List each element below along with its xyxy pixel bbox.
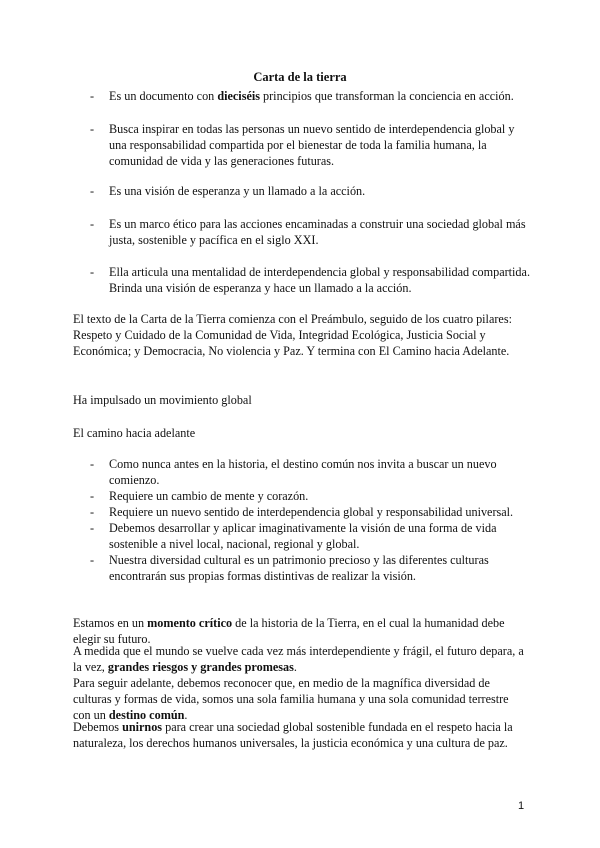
list-dash: - xyxy=(90,489,95,503)
list-item-text: Es una visión de esperanza y un llamado a la acción. xyxy=(109,184,366,198)
list-dash: - xyxy=(90,505,95,519)
bold-phrase: grandes riesgos y grandes promesas xyxy=(107,660,294,674)
path-list-item xyxy=(90,504,530,520)
bold-phrase: momento crítico xyxy=(147,616,233,630)
bold-phrase: dieciséis xyxy=(217,89,260,103)
section-heading: El camino hacia adelante xyxy=(73,426,196,440)
intro-list-item xyxy=(90,88,530,104)
path-list-item xyxy=(90,456,530,488)
bold-phrase: destino común xyxy=(108,708,185,722)
list-item-text: Como nunca antes en la historia, el destino común nos invita a buscar un nuevo comienzo. xyxy=(109,457,497,487)
path-list-item xyxy=(90,552,530,584)
closing-paragraph: Para seguir adelante, debemos reconocer que, en medio de la magnífica diversidad de culturas y formas de vida, somos una sola familia humana y una sola comunidad terrestre con un destino común. xyxy=(73,676,509,722)
list-item-text: Debemos desarrollar y aplicar imaginativamente la visión de una forma de vida sostenible a nivel local, nacional, regional y global. xyxy=(109,521,497,551)
list-dash: - xyxy=(90,184,95,198)
list-item-text: Requiere un nuevo sentido de interdependencia global y responsabilidad universal. xyxy=(109,505,514,519)
closing-paragraph: A medida que el mundo se vuelve cada vez más interdependiente y frágil, el futuro depara, a la vez, grandes riesgos y grandes promesas. xyxy=(73,644,524,674)
list-dash: - xyxy=(90,265,95,279)
list-item-text: Es un documento con dieciséis principios que transforman la conciencia en acción. xyxy=(109,89,514,103)
page-number: 1 xyxy=(518,800,525,812)
list-item-text: Ella articula una mentalidad de interdependencia global y responsabilidad compartida. Brinda una visión de esperanza y hace un llamado a la acción. xyxy=(109,265,530,295)
list-item-text: Requiere un cambio de mente y corazón. xyxy=(109,489,309,503)
closing-paragraph: Estamos en un momento crítico de la historia de la Tierra, en el cual la humanidad debe elegir su futuro. xyxy=(73,616,505,646)
document-title: Carta de la tierra xyxy=(253,70,347,84)
list-dash: - xyxy=(90,457,95,471)
list-dash: - xyxy=(90,89,95,103)
list-item-text: Nuestra diversidad cultural es un patrimonio precioso y las diferentes culturas encontrarán sus propias formas distintivas de realizar la visión. xyxy=(109,553,489,583)
movement-line: Ha impulsado un movimiento global xyxy=(73,393,252,407)
list-item-text: Busca inspirar en todas las personas un nuevo sentido de interdependencia global y una responsabilidad compartida por el bienestar de toda la familia humana, la comunidad de vida y las generaciones futuras. xyxy=(109,122,515,168)
list-dash: - xyxy=(90,553,95,567)
list-item-text: Es un marco ético para las acciones encaminadas a construir una sociedad global más justa, sostenible y pacífica en el siglo XXI. xyxy=(109,217,526,247)
intro-list-item xyxy=(90,121,530,169)
path-list-item xyxy=(90,520,530,552)
intro-list-item xyxy=(90,183,530,199)
bold-phrase: unirnos xyxy=(122,720,163,734)
intro-list-item xyxy=(90,216,530,248)
list-dash: - xyxy=(90,122,95,136)
list-dash: - xyxy=(90,521,95,535)
structure-paragraph: El texto de la Carta de la Tierra comienza con el Preámbulo, seguido de los cuatro pilares: Respeto y Cuidado de la Comunidad de Vida, Integridad Ecológica, Justicia Social y Económica; y Democracia, No violencia y Paz. Y termina con El Camino hacia Adelante. xyxy=(73,312,512,358)
path-list-item xyxy=(90,488,530,504)
intro-list-item xyxy=(90,264,530,296)
list-dash: - xyxy=(90,217,95,231)
closing-paragraph: Debemos unirnos para crear una sociedad global sostenible fundada en el respeto hacia la naturaleza, los derechos humanos universales, la justicia económica y una cultura de paz. xyxy=(73,720,513,750)
